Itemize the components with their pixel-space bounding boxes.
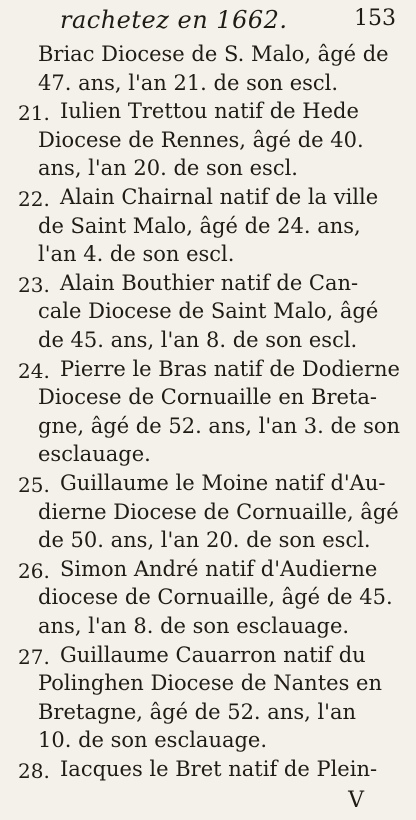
entry-line: Bretagne, âgé de 52. ans, l'an (38, 699, 356, 724)
entry-line: Simon André natif d'Audierne (60, 556, 378, 581)
entry-line: gne, âgé de 52. ans, l'an 3. de son (38, 413, 401, 438)
entry-line: Briac Diocese de S. Malo, âgé de (38, 42, 389, 66)
entry-line: Iacques le Bret natif de Plein- (60, 757, 378, 781)
entry-line: Alain Chairnal natif de la ville (60, 185, 379, 209)
page-number: 153 (354, 6, 396, 31)
entry-line: de Saint Malo, âgé de 24. ans, (38, 213, 361, 238)
entry-line: de 45. ans, l'an 8. de son escl. (38, 328, 358, 352)
entry-number: 22. (18, 187, 50, 211)
entry-line: Diocese de Rennes, âgé de 40. (38, 127, 364, 152)
entry-line: cale Diocese de Saint Malo, âgé (38, 299, 379, 324)
entry-line: Guillaume Cauarron natif du (60, 642, 366, 667)
entry-line: Pierre le Bras natif de Dodierne (60, 356, 400, 381)
entry-line: Alain Bouthier natif de Can- (60, 270, 359, 295)
entry-line: Guillaume le Moine natif d'Au- (60, 471, 386, 495)
entry-line: ans, l'an 8. de son esclauage. (38, 614, 350, 638)
entry-line: diocese de Cornuaille, âgé de 45. (38, 585, 393, 610)
entry-line: ans, l'an 20. de son escl. (38, 156, 298, 181)
entry-line: esclauage. (38, 442, 151, 467)
entry-number: 25. (18, 473, 50, 497)
entry-line: de 50. ans, l'an 20. de son escl. (38, 528, 371, 553)
running-head (0, 6, 416, 40)
entry-line: Iulien Trettou natif de Hede (60, 99, 359, 124)
entry-number: 23. (18, 272, 50, 297)
running-title: rachetez en 1662. (60, 6, 288, 34)
entry-line: Polinghen Diocese de Nantes en (38, 671, 382, 696)
entry-number: 21. (18, 101, 50, 126)
entry-number: 28. (18, 759, 50, 783)
entry-line: dierne Diocese de Cornuaille, âgé (38, 499, 399, 524)
entry-line: l'an 4. de son escl. (38, 242, 235, 267)
entry-line: 47. ans, l'an 21. de son escl. (38, 70, 339, 95)
signature-mark: V (348, 788, 364, 813)
entry-line: Diocese de Cornuaille en Breta- (38, 385, 377, 410)
entry-number: 27. (18, 644, 50, 669)
entry-number: 24. (18, 358, 50, 383)
entry-number: 26. (18, 558, 50, 583)
entry-line: 10. de son esclauage. (38, 728, 268, 753)
